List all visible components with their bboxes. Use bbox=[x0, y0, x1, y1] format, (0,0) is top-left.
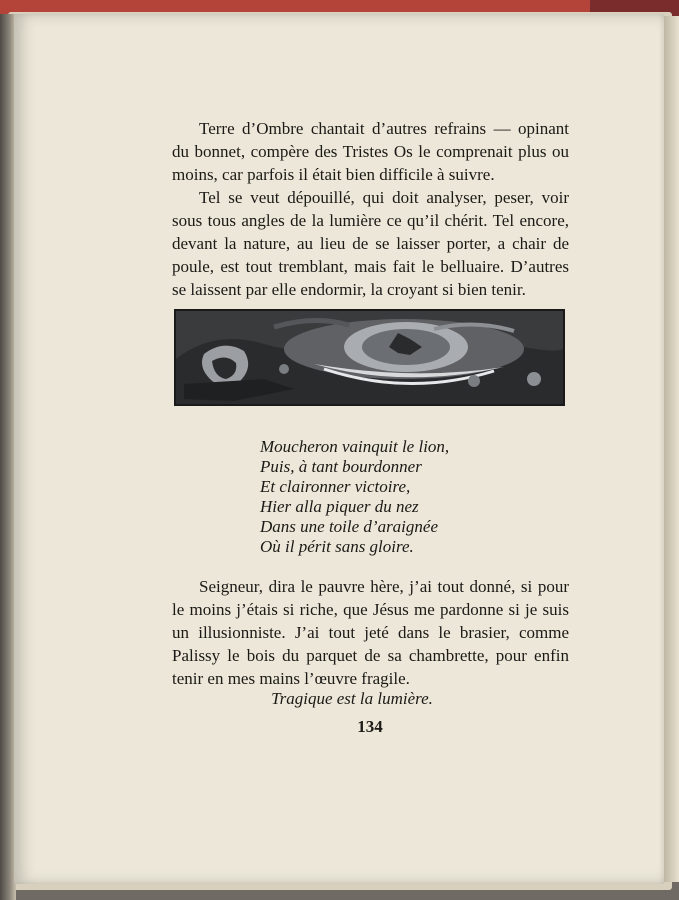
closing-line: Tragique est la lumière. bbox=[271, 689, 433, 708]
bottom-text-block bbox=[172, 575, 569, 690]
poem-line: Moucheron vainquit le lion, bbox=[260, 437, 450, 456]
right-page-edge bbox=[664, 16, 679, 882]
poem-line: Puis, à tant bourdonner bbox=[260, 457, 422, 476]
poem bbox=[260, 437, 560, 557]
poem-line: Et claironner victoire, bbox=[260, 477, 411, 496]
paragraph-1: Terre d’Ombre chantait d’autres refrains — opinant du bonnet, compère des Tristes Os le comprenait plus ou moins, car parfois il était bien difficile à suivre. bbox=[172, 119, 569, 184]
page-number: 134 bbox=[357, 717, 383, 736]
paragraph-2: Tel se veut dépouillé, qui doit analyser, peser, voir sous tous angles de la lumière ce qu’il chérit. Tel encore, devant la nature, au lieu de se laisser porter, a chair de poule, est tout tremblant, mais fait le belluaire. D’autres se laissent par elle endormir, la croyant si bien tenir. bbox=[172, 188, 569, 299]
poem-line: Hier alla piquer du nez bbox=[260, 497, 419, 516]
top-text-block bbox=[172, 117, 569, 301]
poem-line: Où il périt sans gloire. bbox=[260, 537, 414, 556]
paragraph-3: Seigneur, dira le pauvre hère, j’ai tout donné, si pour le moins j’étais si riche, que Jésus me pardonne si je suis un illusionniste. J’ai tout jeté dans le brasier, comme Palissy le bois du parquet de sa chambrette, pour enfin tenir en mes mains l’œuvre fragile. bbox=[172, 577, 569, 688]
woodcut-illustration bbox=[174, 309, 565, 406]
poem-line: Dans une toile d’araignée bbox=[260, 517, 438, 536]
